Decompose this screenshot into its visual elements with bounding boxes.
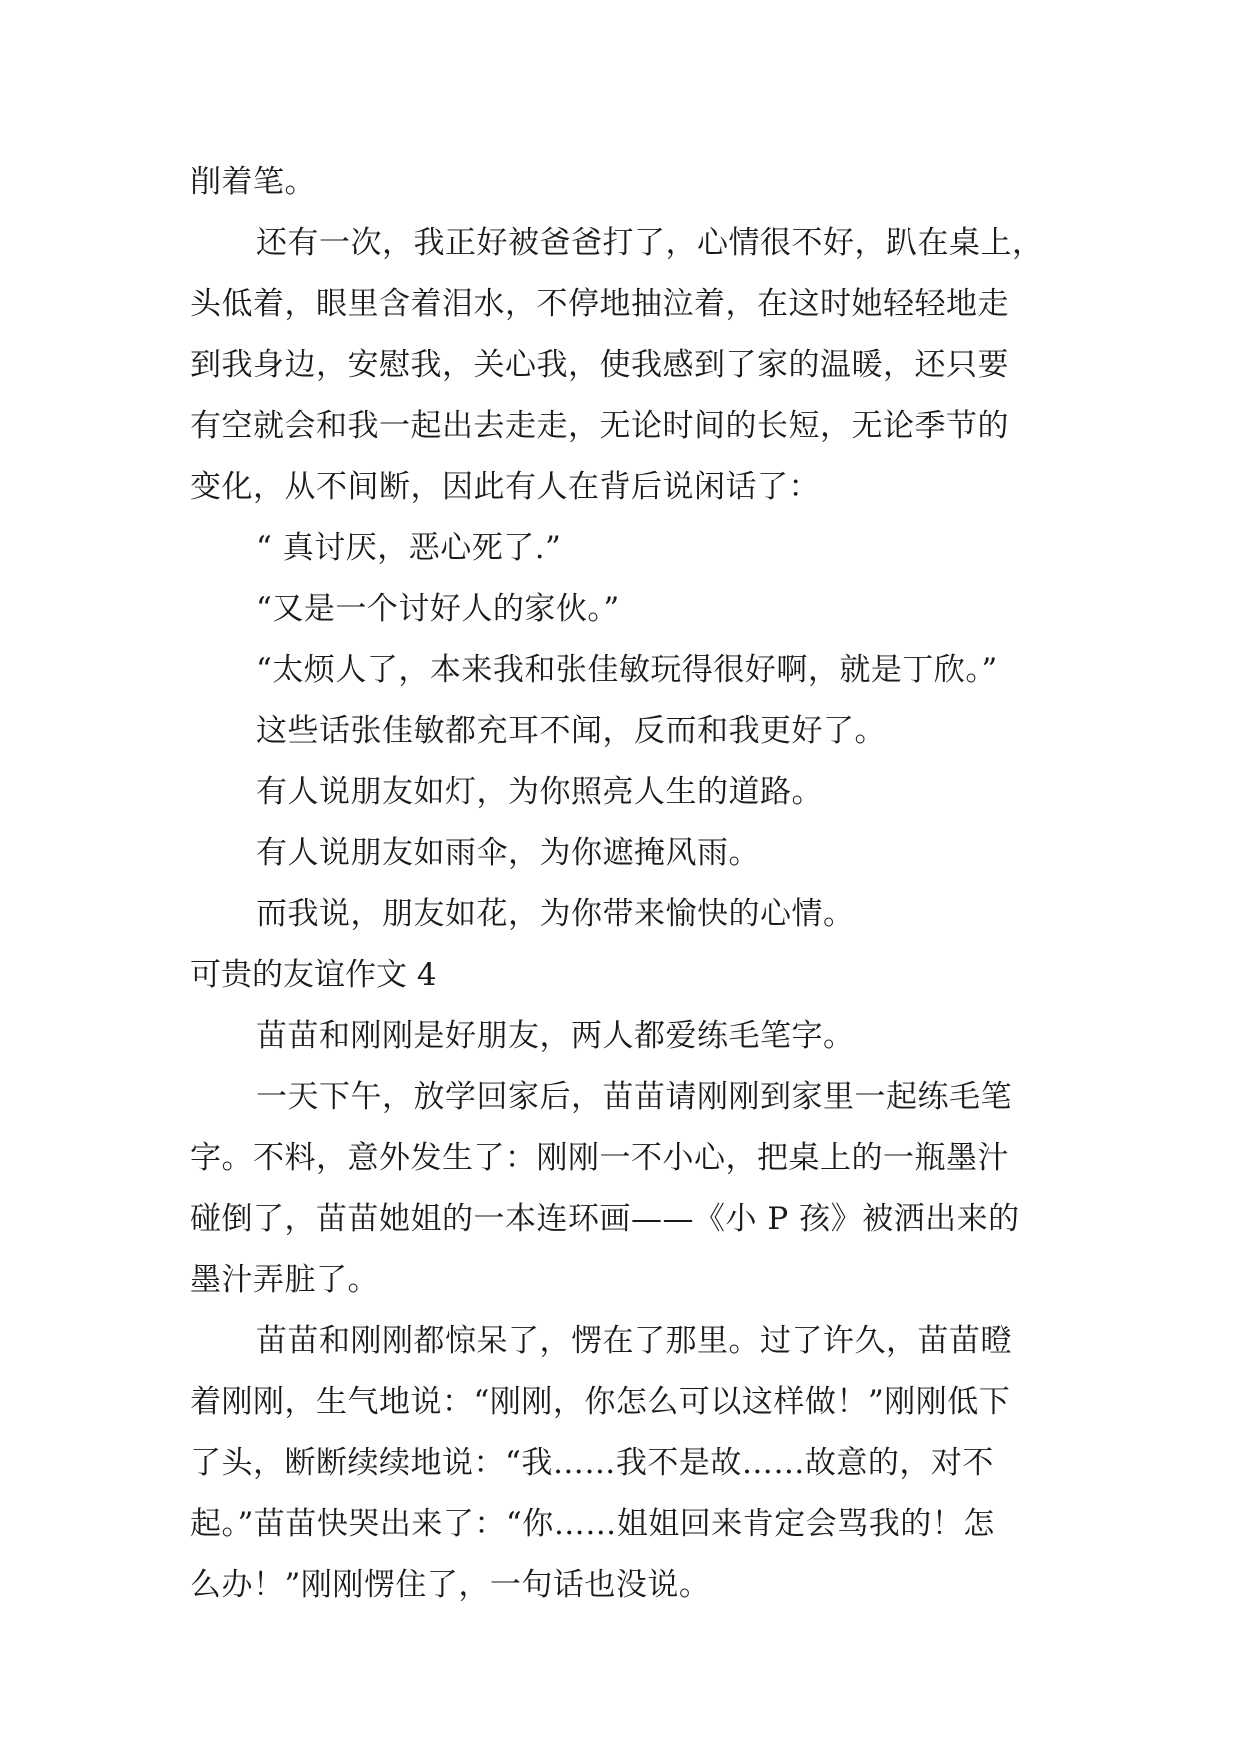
paragraph: 这些话张佳敏都充耳不闻，反而和我更好了。 <box>256 713 886 749</box>
paragraph-line: 苗苗和刚刚都惊呆了，愣在了那里。过了许久，苗苗瞪 <box>256 1323 1012 1359</box>
paragraph-continuation: 削着笔。 <box>190 164 316 200</box>
paragraph: 有人说朋友如雨伞，为你遮掩风雨。 <box>256 835 760 871</box>
paragraph: 苗苗和刚刚是好朋友，两人都爱练毛笔字。 <box>256 1018 855 1054</box>
paragraph-line: 么办！”刚刚愣住了，一句话也没说。 <box>190 1567 711 1603</box>
quote-line: “太烦人了，本来我和张佳敏玩得很好啊，就是丁欣。” <box>256 652 998 688</box>
paragraph-line: 头低着，眼里含着泪水，不停地抽泣着，在这时她轻轻地走 <box>190 286 1009 322</box>
paragraph: 有人说朋友如灯，为你照亮人生的道路。 <box>256 774 823 810</box>
paragraph-line: 字。不料，意外发生了：刚刚一不小心，把桌上的一瓶墨汁 <box>190 1140 1009 1176</box>
document-body <box>190 152 1070 1616</box>
paragraph-line: 到我身边，安慰我，关心我，使我感到了家的温暖，还只要 <box>190 347 1009 383</box>
paragraph-line: 变化，从不间断，因此有人在背后说闲话了： <box>190 469 820 505</box>
section-title: 可贵的友谊作文 4 <box>190 957 437 993</box>
paragraph-line: 起。”苗苗快哭出来了：“你……姐姐回来肯定会骂我的！怎 <box>190 1506 995 1542</box>
paragraph-aftermath <box>190 1311 1070 1616</box>
paragraph-line: 碰倒了，苗苗她姐的一本连环画——《小 P 孩》被洒出来的 <box>190 1201 1020 1237</box>
paragraph-line: 了头，断断续续地说：“我……我不是故……故意的，对不 <box>190 1445 994 1481</box>
quote-line: “又是一个讨好人的家伙。” <box>256 591 620 627</box>
paragraph-classroom-story <box>190 213 1070 518</box>
paragraph-line: 着刚刚，生气地说：“刚刚，你怎么可以这样做！”刚刚低下 <box>190 1384 1011 1420</box>
paragraph-line: 有空就会和我一起出去走走，无论时间的长短，无论季节的 <box>190 408 1009 444</box>
paragraph-ink-accident <box>190 1067 1070 1311</box>
paragraph-line: 墨汁弄脏了。 <box>190 1262 379 1298</box>
paragraph-line: 一天下午，放学回家后，苗苗请刚刚到家里一起练毛笔 <box>256 1079 1012 1115</box>
paragraph: 而我说，朋友如花，为你带来愉快的心情。 <box>256 896 855 932</box>
quote-line: “ 真讨厌，恶心死了.” <box>256 530 562 566</box>
paragraph-line: 还有一次，我正好被爸爸打了，心情很不好，趴在桌上， <box>256 225 1044 261</box>
